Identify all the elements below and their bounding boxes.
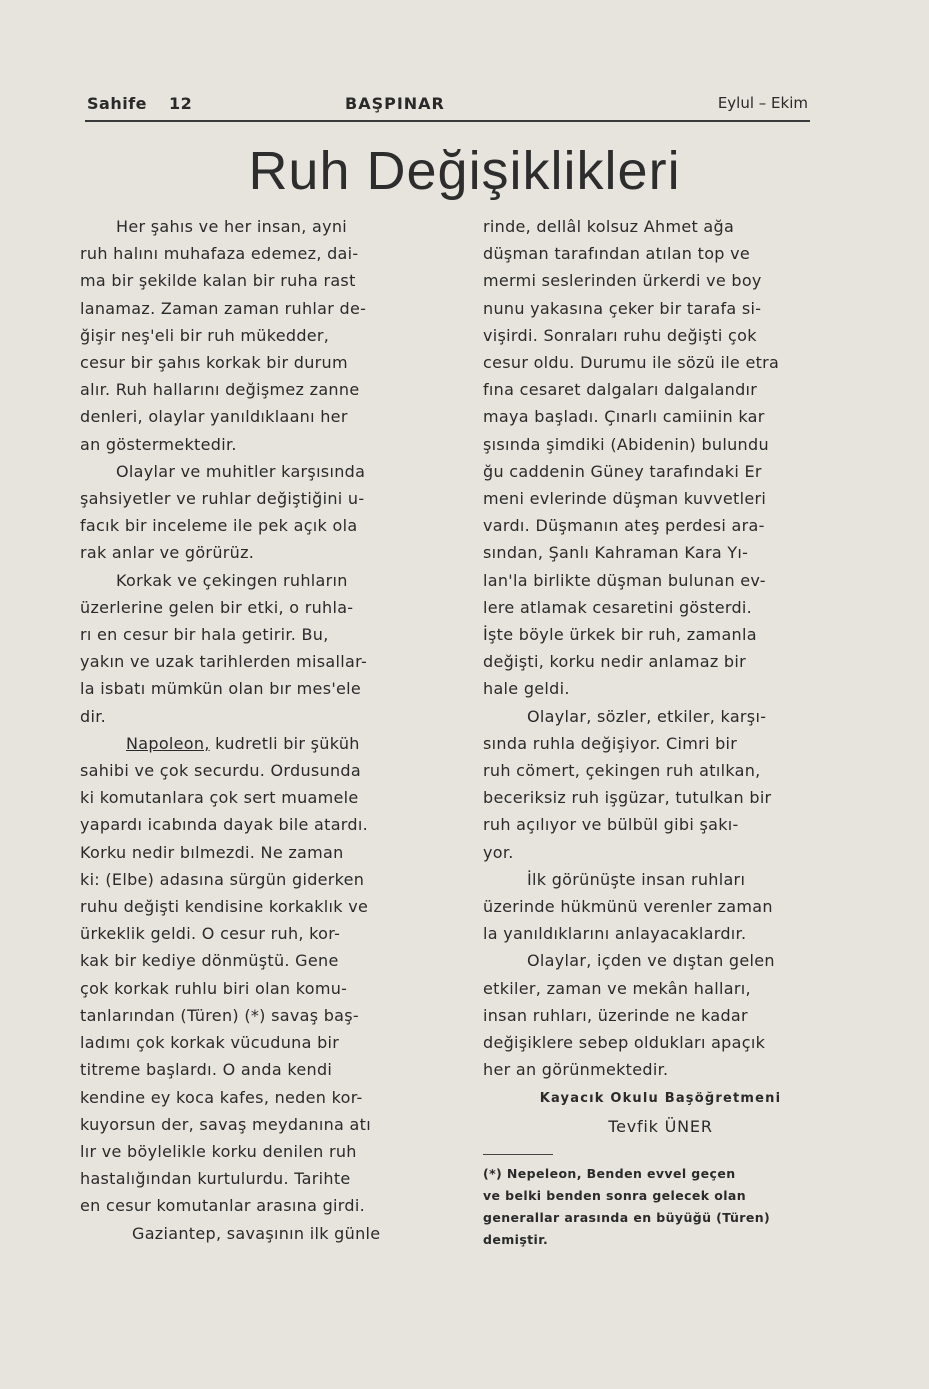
- page-number-label: [87, 94, 192, 113]
- issue-date: Eylul – Ekim: [717, 94, 808, 112]
- paragraph: Olaylar ve muhitler karşısında şahsiyetler ve ruhlar değiştiğini u- facık bir inceleme ile pek açık ola rak anlar ve görürüz.: [80, 461, 366, 563]
- right-column: [483, 213, 838, 1251]
- article-title: Ruh Değişiklikleri: [248, 141, 681, 201]
- paragraph: Olaylar, sözler, etkiler, karşı- sında ruhla değişiyor. Cimri bir ruh cömert, çekingen ruh atılkan, beceriksiz ruh işgüzar, tutulkan bir ruh açılıyor ve bülbül gibi şakı- yor.: [483, 706, 772, 862]
- paragraph: Olaylar, içden ve dıştan gelen etkiler, zaman ve mekân halları, insan ruhları, üzerinde ne kadar değişiklere sebep oldukları apaçık her an görünmektedir.: [483, 951, 775, 1080]
- footnote-divider: [483, 1154, 553, 1155]
- paragraph-napoleon: [80, 730, 440, 1220]
- paragraph: Korkak ve çekingen ruhların üzerlerine gelen bir etki, o ruhla- rı en cesur bir hala getirir. Bu, yakın ve uzak tarihlerden misallar- la isbatı mümkün olan bır mes'ele dir.: [80, 570, 368, 726]
- napoleon-underlined: Napoleon,: [126, 733, 210, 753]
- page-header: [85, 90, 810, 122]
- footnote: (*) Nepeleon, Benden evvel geçen ve belki benden sonra gelecek olan generallar arasında en büyüğü (Türen) demiştir.: [483, 1165, 771, 1247]
- paragraph: Her şahıs ve her insan, ayni ruh halını muhafaza edemez, dai- ma bir şekilde kalan bir ruha rast lanamaz. Zaman zaman ruhlar de- ğişir neş'eli bir ruh mükedder, cesur bir şahıs korkak bir durum alır. Ruh hallarını değişmez zanne denleri, olaylar yanıldıklaanı her an göstermektedir.: [80, 217, 367, 454]
- napoleon-text: kudretli bir şüküh sahibi ve çok securdu. Ordusunda ki komutanlara çok sert muamele yapardı icabında dayak bile atardı. Korku nedir bılmezdi. Ne zaman ki: (Elbe) adasına sürgün giderken ruhu değişti kendisine korkaklık ve ürkeklik geldi. O cesur ruh, kor- kak bir kediye dönmüştü. Gene çok korkak ruhlu biri olan komu- tanlarından (Türen) (*) savaş baş- ladımı çok korkak vücuduna bir titreme başlardı. O anda kendi kendine ey koca kafes, neden kor- kuyorsun der, savaş meydanına atı lır ve böylelikle korku denilen ruh hastalığından kurtulurdu. Tarihte en cesur komutanlar arasına girdi.: [80, 733, 371, 1216]
- page-number: 12: [169, 94, 193, 113]
- page-label-text: Sahife: [87, 94, 148, 113]
- signature-title: Kayacık Okulu Başöğretmeni: [539, 1090, 782, 1106]
- paragraph: İlk görünüşte insan ruhları üzerinde hükmünü verenler zaman la yanıldıklarını anlayacaklardır.: [483, 869, 773, 944]
- publication-name: BAŞPINAR: [345, 94, 445, 113]
- paragraph: Gaziantep, savaşının ilk günle: [132, 1223, 381, 1243]
- paragraph: rinde, dellâl kolsuz Ahmet ağa düşman tarafından atılan top ve mermi seslerinden ürkerdi ve boy nunu yakasına çeker bir tarafa si- vişirdi. Sonraları ruhu değişti çok cesur oldu. Durumu ile sözü ile etra fına cesaret dalgaları dalgalandır maya başladı. Çınarlı camiinin kar şısında şimdiki (Abidenin) bulundu ğu caddenin Güney tarafındaki Er meni evlerinde düşman kuvvetleri vardı. Düşmanın ateş perdesi ara- sından, Şanlı Kahraman Kara Yı- lan'la birlikte düşman bulunan ev- lere atlamak cesaretini gösterdi. İşte böyle ürkek bir ruh, zamanla değişti, korku nedir anlamaz bir hale geldi.: [483, 217, 780, 699]
- left-column: [80, 213, 440, 1247]
- author-name: Tevfik ÜNER: [608, 1116, 713, 1136]
